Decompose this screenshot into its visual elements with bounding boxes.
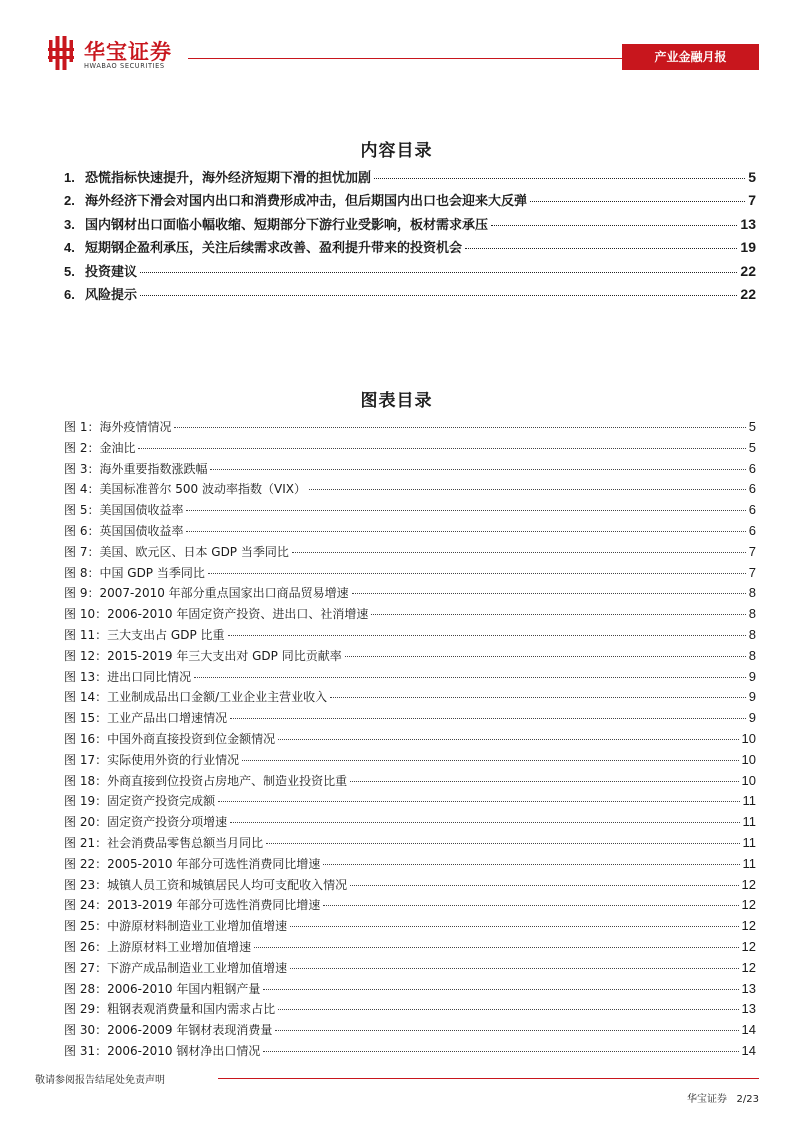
figure-entry-label: 图 29：	[64, 1002, 108, 1017]
figure-entry[interactable]	[64, 834, 756, 855]
figure-entry-label: 图 26：	[64, 939, 108, 954]
dot-leader	[278, 1009, 738, 1010]
dot-leader	[350, 885, 738, 886]
page-number: 2/23	[736, 1094, 759, 1105]
figure-entry-title: 三大支出占 GDP 比重	[107, 627, 225, 642]
figure-entry-title: 外商直接到位投资占房地产、制造业投资比重	[107, 773, 348, 788]
dot-leader	[208, 573, 746, 574]
figure-entry-label: 图 7：	[64, 544, 100, 559]
figure-entry-title: 美国国债收益率	[99, 503, 184, 518]
figure-entry-page: 13	[741, 1001, 756, 1017]
dot-leader	[290, 968, 738, 969]
figure-entry-label: 图 4：	[64, 482, 100, 497]
footer-company: 华宝证券	[686, 1094, 727, 1105]
toc-entry-number: 2.	[64, 193, 75, 209]
figure-entry-title: 美国标准普尔 500 波动率指数（VIX）	[99, 482, 306, 497]
figure-entry-title: 2013-2019 年部分可选性消费同比增速	[107, 898, 321, 913]
dot-leader	[194, 677, 746, 678]
toc-entry[interactable]	[64, 237, 756, 260]
figure-entry-page: 9	[748, 689, 756, 705]
dot-leader	[140, 272, 737, 273]
dot-leader	[530, 201, 745, 202]
footer-divider	[218, 1078, 759, 1079]
toc-entry-number: 1.	[64, 170, 75, 185]
figure-entry-label: 图 3：	[64, 461, 100, 476]
figures-title: 图表目录	[360, 391, 433, 411]
toc-entry-title: 海外经济下滑会对国内出口和消费形成冲击，但后期国内出口也会迎来大反弹	[85, 194, 528, 210]
toc-entry-page: 19	[740, 239, 756, 256]
figure-entry[interactable]	[64, 792, 756, 813]
figure-entry[interactable]	[64, 896, 756, 917]
figure-entry-label: 图 14：	[64, 690, 108, 705]
figure-entry[interactable]	[64, 959, 756, 980]
figure-entry-page: 8	[748, 585, 756, 601]
figure-entry-page: 8	[748, 626, 756, 642]
figure-entry-page: 6	[748, 460, 756, 476]
figure-entry-title: 2005-2010 年部分可选性消费同比增速	[107, 856, 321, 871]
header-divider	[188, 58, 622, 59]
figure-entry-title: 2006-2010 年国内粗钢产量	[107, 981, 261, 996]
figure-entry-label: 图 30：	[64, 1023, 108, 1038]
figure-entry-label: 图 12：	[64, 648, 108, 663]
figure-entry[interactable]	[64, 688, 756, 709]
figure-entry-title: 下游产成品制造业工业增加值增速	[107, 960, 288, 975]
toc-entry-page: 5	[748, 169, 756, 185]
figure-entry-page: 9	[748, 710, 756, 726]
dot-leader	[352, 593, 746, 594]
dot-leader	[350, 781, 738, 782]
figure-entry[interactable]	[64, 460, 756, 481]
figure-entry-page: 14	[741, 1022, 756, 1038]
dot-leader	[254, 947, 738, 948]
figure-entry-title: 实际使用外资的行业情况	[107, 752, 240, 767]
figure-entry-page: 6	[748, 522, 756, 538]
figure-entry[interactable]	[64, 1000, 756, 1021]
figure-entry-page: 10	[741, 730, 756, 746]
figure-entry-title: 工业制成品出口金额/工业企业主营业收入	[107, 690, 328, 705]
figure-entry-title: 中国外商直接投资到位金额情况	[107, 731, 276, 746]
figure-entry-label: 图 19：	[64, 794, 108, 809]
figure-entry[interactable]	[64, 480, 756, 501]
figure-entry-label: 图 16：	[64, 731, 108, 746]
figure-entry-page: 11	[742, 814, 756, 830]
figure-entry-title: 2015-2019 年三大支出对 GDP 同比贡献率	[107, 648, 342, 663]
dot-leader	[230, 822, 739, 823]
toc-entry[interactable]	[64, 190, 756, 213]
figure-entry[interactable]	[64, 980, 756, 1001]
figure-entry-title: 城镇人员工资和城镇居民人均可支配收入情况	[107, 877, 348, 892]
toc-entry[interactable]	[64, 261, 756, 284]
toc-entry-page: 22	[740, 285, 756, 302]
dot-leader	[345, 656, 746, 657]
figure-entry[interactable]	[64, 543, 756, 564]
dot-leader	[371, 614, 745, 615]
figure-entry-page: 13	[741, 980, 756, 996]
dot-leader	[292, 552, 746, 553]
dot-leader	[323, 905, 738, 906]
dot-leader	[278, 739, 738, 740]
figure-entry[interactable]	[64, 584, 756, 605]
figure-entry-label: 图 24：	[64, 898, 108, 913]
figure-entry-page: 9	[748, 668, 756, 684]
dot-leader	[263, 1051, 738, 1052]
figure-entry[interactable]	[64, 522, 756, 543]
figure-entry-page: 11	[742, 834, 756, 850]
figure-entry[interactable]	[64, 605, 756, 626]
figure-entry-title: 粗钢表观消费量和国内需求占比	[107, 1002, 276, 1017]
figure-entry[interactable]	[64, 813, 756, 834]
figure-entry-title: 2006-2010 钢材净出口情况	[107, 1043, 261, 1058]
figure-entry-label: 图 27：	[64, 960, 108, 975]
figure-entry-label: 图 21：	[64, 835, 108, 850]
dot-leader	[218, 801, 739, 802]
figure-entry[interactable]	[64, 418, 756, 439]
dot-leader	[275, 1030, 738, 1031]
figure-entry[interactable]	[64, 1021, 756, 1042]
toc-entry-number: 6.	[64, 286, 75, 302]
dot-leader	[186, 510, 745, 511]
figure-entry[interactable]	[64, 772, 756, 793]
figure-entry[interactable]	[64, 668, 756, 689]
figure-entry[interactable]	[64, 626, 756, 647]
figure-entry-page: 8	[748, 606, 756, 622]
toc-entry-title: 短期钢企盈利承压，关注后续需求改善、盈利提升带来的投资机会	[85, 241, 463, 257]
figure-entry-title: 美国、欧元区、日本 GDP 当季同比	[99, 544, 289, 559]
figure-entry-title: 海外重要指数涨跌幅	[99, 461, 208, 476]
figure-entry[interactable]	[64, 876, 756, 897]
dot-leader	[330, 697, 746, 698]
figure-entry-label: 图 17：	[64, 752, 108, 767]
figure-entry-title: 2006-2009 年钢材表现消费量	[107, 1023, 273, 1038]
figure-entry-page: 6	[748, 481, 756, 497]
dot-leader	[323, 864, 739, 865]
figure-entry-title: 金油比	[99, 440, 136, 455]
figure-entry-title: 中国 GDP 当季同比	[99, 565, 205, 580]
dot-leader	[374, 178, 745, 179]
figure-entry-label: 图 1：	[64, 420, 100, 434]
figure-entry-page: 11	[742, 793, 756, 809]
report-type-badge: 产业金融月报	[622, 44, 759, 70]
toc-entry-number: 5.	[64, 263, 75, 279]
figure-entry[interactable]	[64, 709, 756, 730]
figure-entry-title: 上游原材料工业增加值增速	[107, 939, 252, 954]
figure-entry-page: 7	[748, 543, 756, 559]
figure-entry-page: 14	[741, 1042, 756, 1058]
figure-entry-page: 6	[748, 502, 756, 518]
toc-entry[interactable]	[64, 167, 756, 190]
figure-entry-label: 图 25：	[64, 919, 108, 934]
dot-leader	[230, 718, 746, 719]
figure-entry-page: 7	[748, 564, 756, 580]
figure-entry-title: 固定资产投资完成额	[107, 794, 216, 809]
figure-entry-page: 12	[741, 938, 756, 954]
figure-entry-page: 11	[742, 855, 756, 871]
dot-leader	[228, 635, 746, 636]
toc-entry-page: 13	[740, 215, 756, 232]
figure-entry-label: 图 6：	[64, 523, 100, 538]
dot-leader	[186, 531, 745, 532]
toc-entry-title: 投资建议	[85, 264, 138, 280]
figure-entry[interactable]	[64, 938, 756, 959]
figure-entry[interactable]	[64, 501, 756, 522]
dot-leader	[290, 926, 738, 927]
figure-entry-title: 中游原材料制造业工业增加值增速	[107, 919, 288, 934]
figure-entry-label: 图 9：	[64, 586, 100, 601]
figure-entry-title: 英国国债收益率	[99, 523, 184, 538]
dot-leader	[491, 225, 737, 226]
figure-entry-page: 5	[748, 419, 756, 434]
figure-entry[interactable]	[64, 1042, 756, 1063]
figure-entry[interactable]	[64, 439, 756, 460]
dot-leader	[140, 295, 737, 296]
figure-entry-label: 图 8：	[64, 565, 100, 580]
figure-entry-page: 12	[741, 959, 756, 975]
figure-entry-title: 工业产品出口增速情况	[107, 711, 228, 726]
disclaimer-note: 敬请参阅报告结尾处免责声明	[35, 1075, 165, 1086]
dot-leader	[465, 248, 737, 249]
toc-entry-number: 3.	[64, 216, 75, 232]
dot-leader	[242, 760, 738, 761]
page-header	[0, 0, 793, 80]
figure-entry-label: 图 5：	[64, 503, 100, 518]
toc-entry-title: 恐慌指标快速提升，海外经济短期下滑的担忧加剧	[85, 171, 372, 186]
figure-entry-page: 10	[741, 772, 756, 788]
figure-entry-title: 海外疫情情况	[99, 420, 172, 434]
figure-entry[interactable]	[64, 917, 756, 938]
figure-entry-label: 图 20：	[64, 815, 108, 830]
dot-leader	[174, 427, 745, 428]
figure-entry-title: 固定资产投资分项增速	[107, 815, 228, 830]
figure-entry[interactable]	[64, 647, 756, 668]
figure-entry-page: 8	[748, 647, 756, 663]
dot-leader	[210, 469, 745, 470]
brand-name-en: HWABAO SECURITIES	[84, 62, 165, 70]
figure-entry[interactable]	[64, 564, 756, 585]
toc-entry[interactable]	[64, 284, 756, 307]
figure-entry-page: 12	[741, 897, 756, 913]
toc-entry-page: 22	[740, 262, 756, 279]
figure-entry-page: 5	[748, 439, 756, 455]
toc-entry[interactable]	[64, 214, 756, 237]
figure-entry-label: 图 10：	[64, 607, 108, 622]
figure-entry-label: 图 13：	[64, 669, 108, 684]
figure-entry-label: 图 31：	[64, 1043, 108, 1058]
figure-entry-label: 图 22：	[64, 856, 108, 871]
figure-entry[interactable]	[64, 855, 756, 876]
page-footer-info	[687, 1090, 759, 1105]
figure-entry-title: 2006-2010 年固定资产投资、进出口、社消增速	[107, 607, 369, 622]
dot-leader	[266, 843, 739, 844]
figure-entry-title: 进出口同比情况	[107, 669, 192, 684]
figure-entry[interactable]	[64, 730, 756, 751]
figures-list	[64, 418, 756, 1063]
figure-entry[interactable]	[64, 751, 756, 772]
figure-entry-label: 图 18：	[64, 773, 108, 788]
figure-entry-label: 图 28：	[64, 981, 108, 996]
dot-leader	[138, 448, 745, 449]
toc-entry-title: 国内钢材出口面临小幅收缩、短期部分下游行业受影响，板材需求承压	[85, 217, 489, 233]
brand-name-cn: 华宝证券	[84, 40, 172, 64]
figure-entry-label: 图 15：	[64, 711, 108, 726]
figure-entry-label: 图 23：	[64, 877, 108, 892]
figure-entry-title: 社会消费品零售总额当月同比	[107, 835, 264, 850]
figure-entry-title: 2007-2010 年部分重点国家出口商品贸易增速	[99, 586, 349, 601]
figure-entry-page: 12	[741, 918, 756, 934]
dot-leader	[309, 489, 746, 490]
toc-entry-number: 4.	[64, 240, 75, 256]
toc-entry-title: 风险提示	[85, 287, 138, 303]
figure-entry-page: 10	[741, 751, 756, 767]
contents-title: 内容目录	[360, 141, 433, 161]
contents-list	[64, 167, 756, 307]
dot-leader	[263, 989, 738, 990]
logo-mark-icon	[48, 36, 74, 70]
figure-entry-label: 图 11：	[64, 627, 108, 642]
figure-entry-page: 12	[741, 876, 756, 892]
toc-entry-page: 7	[748, 192, 756, 209]
figure-entry-label: 图 2：	[64, 440, 100, 455]
